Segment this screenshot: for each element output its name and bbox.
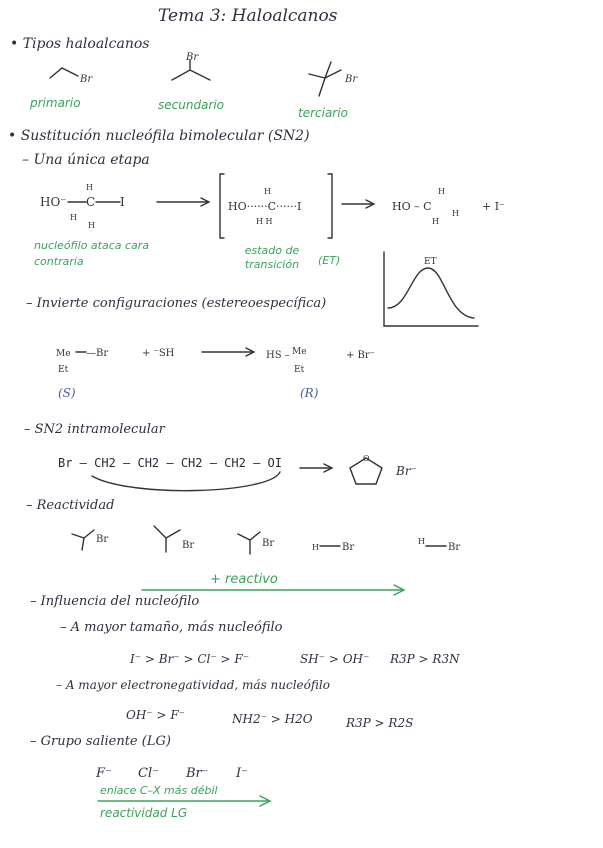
reaction-arrow-2 <box>340 198 380 210</box>
lg-cl: Cl⁻ <box>138 766 159 781</box>
svg-text:+ ⁻SH: + ⁻SH <box>142 348 175 359</box>
svg-text:H: H <box>264 187 271 196</box>
svg-text:—Br: —Br <box>86 348 109 359</box>
svg-text:Br: Br <box>345 74 358 85</box>
intramolecular-curve <box>90 468 290 498</box>
unica-etapa: – Una única etapa <box>22 152 150 168</box>
page-title: Tema 3: Haloalcanos <box>158 6 338 26</box>
svg-text:C: C <box>86 195 96 209</box>
svg-text:H: H <box>452 209 459 218</box>
lg-br: Br⁻ <box>186 766 209 781</box>
series2-r3p: R3P > R2S <box>346 716 414 730</box>
series2-nh2: NH2⁻ > H2O <box>232 712 313 726</box>
svg-text:Br: Br <box>448 542 461 553</box>
nucleofilo-label: nucleófilo ataca cara contraria <box>34 239 150 268</box>
intramolecular: – SN2 intramolecular <box>24 422 165 437</box>
series1-halides: I⁻ > Br⁻ > Cl⁻ > F⁻ <box>130 652 250 666</box>
enlace-label: enlace C–X más débil <box>100 784 218 797</box>
reactividad: – Reactividad <box>26 498 115 513</box>
svg-text:Br: Br <box>186 52 199 63</box>
br-minus: Br⁻ <box>396 464 417 478</box>
section-sn2 <box>8 128 310 144</box>
svg-text:H: H <box>432 217 439 226</box>
unica-etapa-text: Una única etapa <box>33 152 150 168</box>
svg-text:Br: Br <box>96 534 109 545</box>
svg-text:+ I⁻: + I⁻ <box>482 200 505 213</box>
mechanism-reactant <box>40 178 150 238</box>
svg-text:Et: Et <box>294 365 305 375</box>
mayor-tamano: – A mayor tamaño, más nucleófilo <box>60 620 283 635</box>
reactivity-structures <box>70 520 510 570</box>
section-tipos <box>10 36 149 52</box>
oxolane-ring <box>346 452 386 486</box>
et-curve-label: ET <box>424 257 437 267</box>
r-label: (R) <box>300 386 319 400</box>
svg-text:I: I <box>120 195 125 209</box>
svg-text:Br: Br <box>342 542 355 553</box>
invierte-text: Invierte configuraciones (estereoespecífica) <box>36 296 327 311</box>
tertiary-structure <box>305 60 375 100</box>
series1-sulfur: SH⁻ > OH⁻ <box>300 652 370 666</box>
primary-structure <box>48 62 108 86</box>
reaction-arrow-1 <box>155 196 215 208</box>
label-primario: primario <box>30 96 81 110</box>
svg-text:H: H <box>438 187 445 196</box>
label-secundario: secundario <box>158 98 225 112</box>
lg-f: F⁻ <box>96 766 112 781</box>
bullet: • <box>10 36 19 52</box>
svg-text:HO⁻: HO⁻ <box>40 195 67 209</box>
energy-diagram <box>382 250 482 330</box>
svg-text:H: H <box>88 221 95 230</box>
grupo-saliente-text: Grupo saliente (LG) <box>40 734 171 749</box>
svg-text:Br: Br <box>262 538 275 549</box>
svg-text:H H: H H <box>256 217 273 226</box>
series1-phosphorus: R3P > R3N <box>390 652 460 666</box>
intramolecular-text: SN2 intramolecular <box>34 422 165 437</box>
intramolecular-arrow <box>298 462 338 474</box>
svg-text:HO – C: HO – C <box>392 200 432 213</box>
sn2-heading: Sustitución nucleófila bimolecular (SN2) <box>20 128 310 144</box>
mas-reactivo: + reactivo <box>210 572 278 587</box>
svg-text:Me: Me <box>56 349 71 359</box>
svg-text:H: H <box>312 543 319 552</box>
svg-text:HS –: HS – <box>266 350 290 361</box>
lg-i: I⁻ <box>236 766 248 781</box>
svg-text:H: H <box>70 213 77 222</box>
svg-text:Br: Br <box>182 540 195 551</box>
tipos-heading: Tipos haloalcanos <box>22 36 150 52</box>
mayor-electro-text: A mayor electronegatividad, más nucleófilo <box>65 678 330 692</box>
svg-text:Et: Et <box>58 365 69 375</box>
transition-state <box>218 172 338 242</box>
inversion-reaction <box>56 340 436 388</box>
influencia: – Influencia del nucleófilo <box>30 594 200 609</box>
svg-text:HO······C······I: HO······C······I <box>228 200 302 213</box>
svg-text:+ Br⁻: + Br⁻ <box>346 350 375 361</box>
svg-text:H: H <box>86 183 93 192</box>
series2-oh: OH⁻ > F⁻ <box>126 708 185 722</box>
et-abbr: (ET) <box>318 254 341 267</box>
estado-label: estado de transición <box>244 244 300 271</box>
mayor-tamano-text: A mayor tamaño, más nucleófilo <box>70 620 283 635</box>
grupo-saliente: – Grupo saliente (LG) <box>30 734 171 749</box>
intramolecular-chain: Br — CH2 – CH2 – CH2 – CH2 – OI <box>58 456 282 470</box>
s-label: (S) <box>58 386 76 400</box>
svg-text:Br: Br <box>80 74 93 85</box>
reactividad-text: Reactividad <box>36 498 115 513</box>
mayor-electro: – A mayor electronegatividad, más nucleófilo <box>56 678 330 692</box>
svg-text:Me: Me <box>292 347 307 357</box>
bullet: • <box>8 128 17 144</box>
mechanism-product <box>392 180 522 230</box>
secondary-structure <box>170 52 220 86</box>
label-terciario: terciario <box>298 106 348 120</box>
svg-text:O: O <box>363 454 370 463</box>
invierte: – Invierte configuraciones (estereoespecífica) <box>26 296 327 311</box>
svg-text:H: H <box>418 537 425 546</box>
reactividad-lg-label: reactividad LG <box>100 806 188 820</box>
influencia-text: Influencia del nucleófilo <box>40 594 200 609</box>
